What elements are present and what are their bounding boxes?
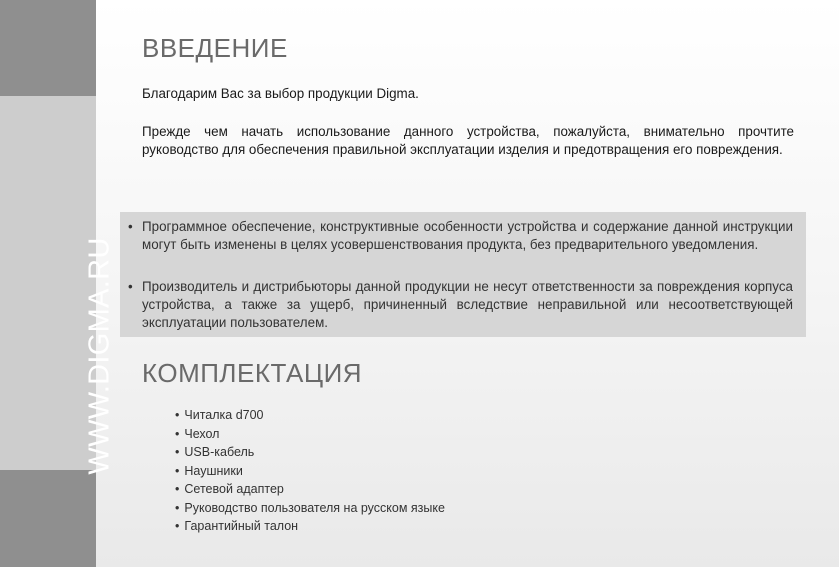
intro-title: ВВЕДЕНИЕ bbox=[142, 33, 288, 63]
kit-item-label: Наушники bbox=[184, 463, 243, 478]
sidebar-top-band bbox=[0, 0, 96, 96]
note-item bbox=[128, 218, 793, 254]
bullet-icon: • bbox=[175, 426, 180, 441]
sidebar bbox=[0, 0, 96, 567]
note-item bbox=[128, 278, 793, 332]
bullet-icon: • bbox=[175, 463, 180, 478]
kit-item-label: Гарантийный талон bbox=[184, 519, 299, 533]
bullet-icon: • bbox=[175, 445, 180, 459]
bullet-icon: • bbox=[175, 519, 180, 533]
list-item bbox=[175, 499, 445, 518]
list-item bbox=[175, 425, 445, 444]
list-item bbox=[175, 480, 445, 499]
list-item bbox=[175, 462, 445, 481]
kit-title: КОМПЛЕКТАЦИЯ bbox=[142, 358, 363, 388]
before-use-text: Прежде чем начать использование данного устройства, пожалуйста, внимательно прочтите руководство для обеспечения правильной эксплуатации изделия и предотвращения его повреждения. bbox=[142, 124, 794, 157]
list-item bbox=[175, 443, 445, 462]
note-text: Программное обеспечение, конструктивные особенности устройства и содержание данной инструкции могут быть изменены в целях усовершенствования продукта, без предварительного уведомления. bbox=[142, 219, 793, 252]
thanks-text: Благодарим Вас за выбор продукции Digma. bbox=[142, 86, 419, 101]
kit-item-label: Сетевой адаптер bbox=[184, 482, 284, 496]
list-item bbox=[175, 517, 445, 536]
bullet-icon: • bbox=[128, 279, 133, 294]
kit-item-label: Руководство пользователя на русском языке bbox=[184, 500, 445, 515]
bullet-icon: • bbox=[175, 482, 180, 496]
bullet-icon: • bbox=[175, 408, 180, 422]
sidebar-bottom-band bbox=[0, 470, 96, 567]
bullet-icon: • bbox=[128, 219, 133, 234]
kit-item-label: USB-кабель bbox=[184, 445, 255, 459]
kit-item-label: Читалка d700 bbox=[184, 408, 264, 422]
note-text: Производитель и дистрибьюторы данной продукции не несут ответственности за повреждения корпуса устройства, а также за ущерб, причиненный вследствие неправильной или несоответствующей эксплуатации пользователем. bbox=[142, 279, 793, 330]
bullet-icon: • bbox=[175, 500, 180, 515]
kit-item-label: Чехол bbox=[184, 426, 220, 441]
kit-list bbox=[175, 406, 445, 536]
site-url: WWW.DIGMA.RU bbox=[83, 237, 116, 475]
list-item bbox=[175, 406, 445, 425]
